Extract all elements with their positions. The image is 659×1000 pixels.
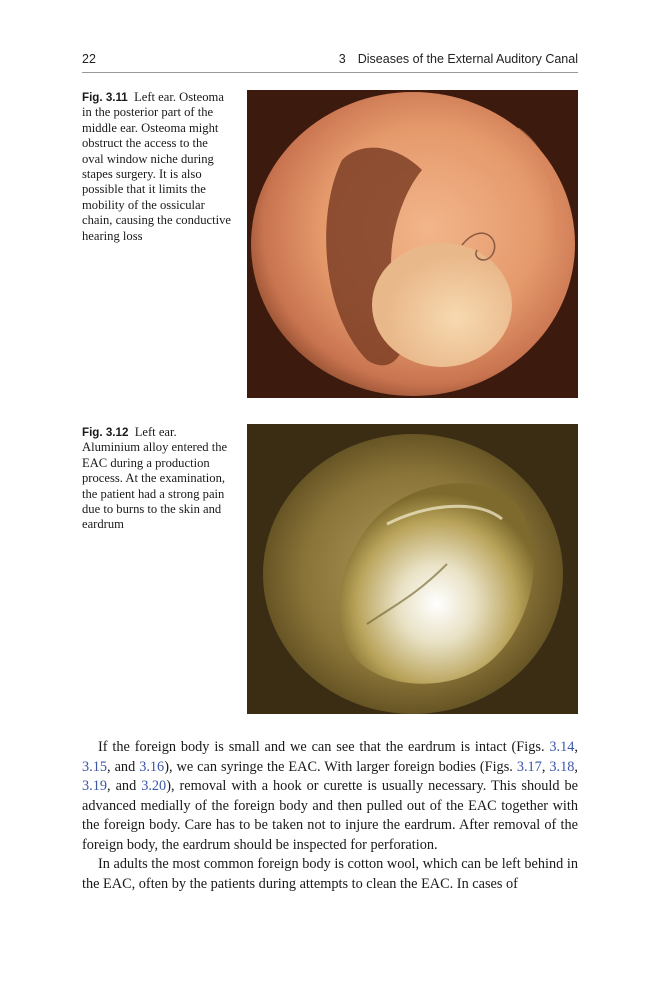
figure-image-aluminium-foreign-body bbox=[247, 424, 578, 714]
caption-text: Left ear. Aluminium alloy entered the EAC during a production process. At the examination, the patient had a strong pain due to burns to the skin and eardrum bbox=[82, 425, 228, 532]
text-run: If the foreign body is small and we can see that the eardrum is intact (Figs. bbox=[98, 739, 550, 755]
figure-reference-link[interactable]: 3.15 bbox=[82, 758, 108, 775]
header-rule bbox=[82, 72, 578, 73]
paragraph: In adults the most common foreign body is cotton wool, which can be left behind in the EAC, often by the patients during attempts to clean the EAC. In cases of bbox=[82, 856, 578, 892]
figure-reference-link[interactable]: 3.14 bbox=[549, 739, 575, 755]
page-number: 22 bbox=[82, 52, 96, 66]
figure-caption-3-11 bbox=[82, 90, 232, 244]
running-title bbox=[339, 52, 578, 66]
chapter-number: 3 bbox=[338, 52, 346, 66]
figure-reference-link[interactable]: 3.16 bbox=[139, 758, 165, 775]
figure-image-osteoma bbox=[247, 90, 578, 398]
figure-reference-link[interactable]: 3.17 bbox=[516, 758, 542, 775]
figure-label: Fig. 3.11 bbox=[82, 91, 128, 104]
chapter-title: Diseases of the External Auditory Canal bbox=[357, 52, 578, 66]
body-text bbox=[82, 738, 578, 894]
text-run: ), we can syringe the EAC. With larger foreign bodies (Figs. bbox=[164, 758, 517, 775]
text-run: , and bbox=[107, 758, 140, 775]
figure-caption-3-12 bbox=[82, 425, 232, 533]
figure-label: Fig. 3.12 bbox=[82, 426, 129, 439]
caption-text: Left ear. Osteoma in the posterior part of the middle ear. Osteoma might obstruct the access to the oval window niche during stapes surgery. It is also possible that it limits the mobility of the ossicular chain, causing the conductive hearing loss bbox=[82, 90, 231, 243]
text-run: , and bbox=[107, 778, 142, 794]
paragraph bbox=[82, 738, 578, 855]
text-run: , bbox=[574, 739, 578, 755]
figure-reference-link[interactable]: 3.19 bbox=[82, 778, 108, 794]
text-run: ), removal with a hook or curette is usually necessary. This should be advanced medially of the foreign body and then pulled out of the EAC together with the foreign body. Care has to be taken not to injure the eardrum. After removal of the foreign body, the eardrum should be inspected for perforation. bbox=[82, 778, 578, 853]
running-header bbox=[82, 48, 578, 70]
text-run: , bbox=[574, 758, 578, 775]
figure-reference-link[interactable]: 3.18 bbox=[549, 758, 575, 775]
text-run: , bbox=[541, 758, 550, 775]
figure-reference-link[interactable]: 3.20 bbox=[141, 778, 167, 794]
